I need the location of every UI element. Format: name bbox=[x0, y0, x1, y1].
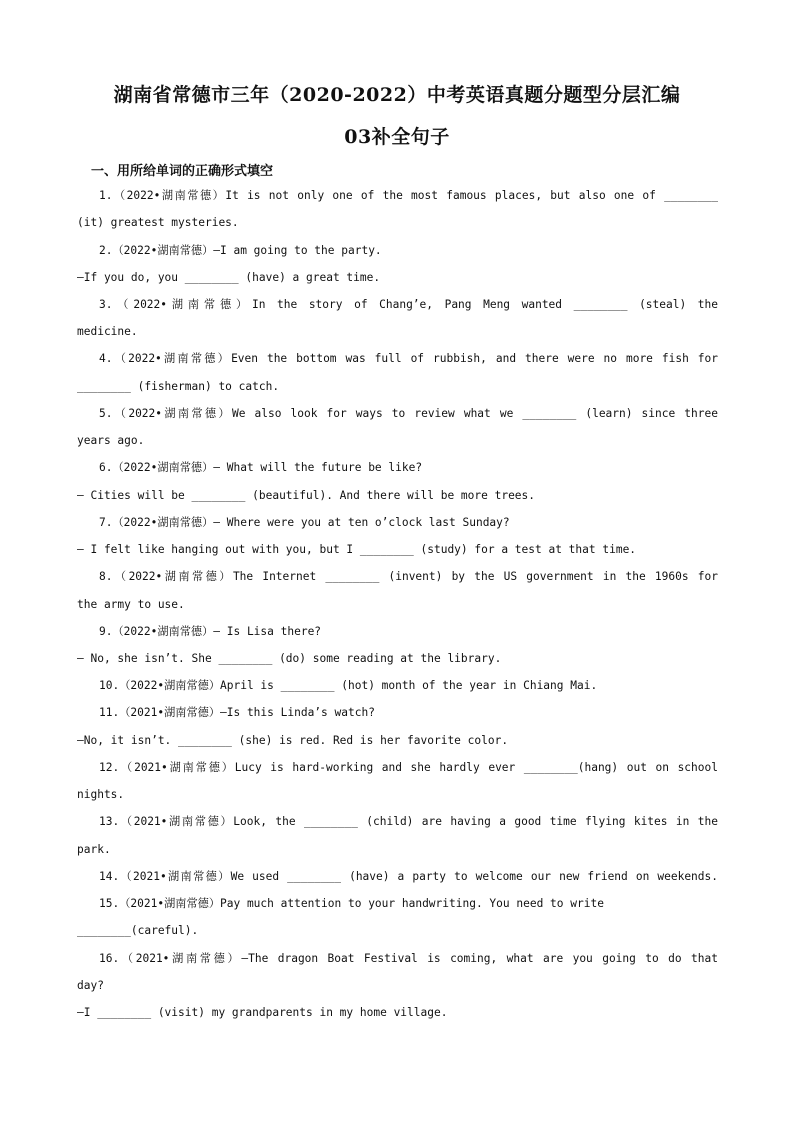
question-line: 11.（2021•湖南常德）—Is this Linda’s watch? bbox=[99, 706, 375, 719]
question-line: — Cities will be ________ (beautiful). And there will be more trees. bbox=[77, 489, 536, 502]
question-line: 13.（2021•湖南常德）Look, the ________ (child) are having a good time flying kites in the bbox=[99, 815, 718, 828]
question-line: ________(careful). bbox=[77, 924, 199, 937]
question-line: 15.（2021•湖南常德）Pay much attention to your handwriting. You need to write bbox=[99, 897, 604, 910]
question-line: 1.（2022•湖南常德）It is not only one of the most famous places, but also one of ________ bbox=[99, 189, 718, 202]
question-line: 14.（2021•湖南常德）We used ________ (have) a party to welcome our new friend on weekends. bbox=[99, 870, 718, 883]
question-line: 2.（2022•湖南常德）—I am going to the party. bbox=[99, 244, 382, 257]
question-line: — I felt like hanging out with you, but I ________ (study) for a test at that time. bbox=[77, 543, 637, 556]
question-line: nights. bbox=[77, 788, 125, 801]
question-line: medicine. bbox=[77, 325, 138, 338]
question-line: ________ (fisherman) to catch. bbox=[77, 380, 280, 393]
question-line: —No, it isn’t. ________ (she) is red. Red is her favorite color. bbox=[77, 734, 509, 747]
question-line: 10.（2022•湖南常德）April is ________ (hot) month of the year in Chiang Mai. bbox=[99, 679, 598, 692]
question-line: —If you do, you ________ (have) a great time. bbox=[77, 271, 381, 284]
question-line: 7.（2022•湖南常德）— Where were you at ten o’clock last Sunday? bbox=[99, 516, 510, 529]
document-subtitle: 03补全句子 bbox=[344, 126, 450, 148]
question-line: — No, she isn’t. She ________ (do) some reading at the library. bbox=[77, 652, 502, 665]
question-line: years ago. bbox=[77, 434, 145, 447]
question-line: the army to use. bbox=[77, 598, 185, 611]
question-line: (it) greatest mysteries. bbox=[77, 216, 239, 229]
question-line: 16.（2021•湖南常德）—The dragon Boat Festival is coming, what are you going to do that bbox=[99, 952, 718, 965]
question-line: 12.（2021•湖南常德）Lucy is hard-working and she hardly ever ________(hang) out on school bbox=[99, 761, 718, 774]
section-heading: 一、用所给单词的正确形式填空 bbox=[91, 164, 274, 179]
question-line: park. bbox=[77, 843, 111, 856]
question-line: 9.（2022•湖南常德）— Is Lisa there? bbox=[99, 625, 322, 638]
question-line: 3.（2022•湖南常德）In the story of Chang’e, Pang Meng wanted ________ (steal) the bbox=[99, 298, 718, 311]
question-line: day? bbox=[77, 979, 104, 992]
question-line: 8.（2022•湖南常德）The Internet ________ (invent) by the US government in the 1960s for bbox=[99, 570, 718, 583]
question-line: 5.（2022•湖南常德）We also look for ways to review what we ________ (learn) since three bbox=[99, 407, 718, 420]
question-line: 4.（2022•湖南常德）Even the bottom was full of rubbish, and there were no more fish for bbox=[99, 352, 718, 365]
document-title: 湖南省常德市三年（2020-2022）中考英语真题分题型分层汇编 bbox=[113, 84, 681, 106]
question-line: 6.（2022•湖南常德）— What will the future be like? bbox=[99, 461, 423, 474]
question-line: —I ________ (visit) my grandparents in my home village. bbox=[77, 1006, 448, 1019]
